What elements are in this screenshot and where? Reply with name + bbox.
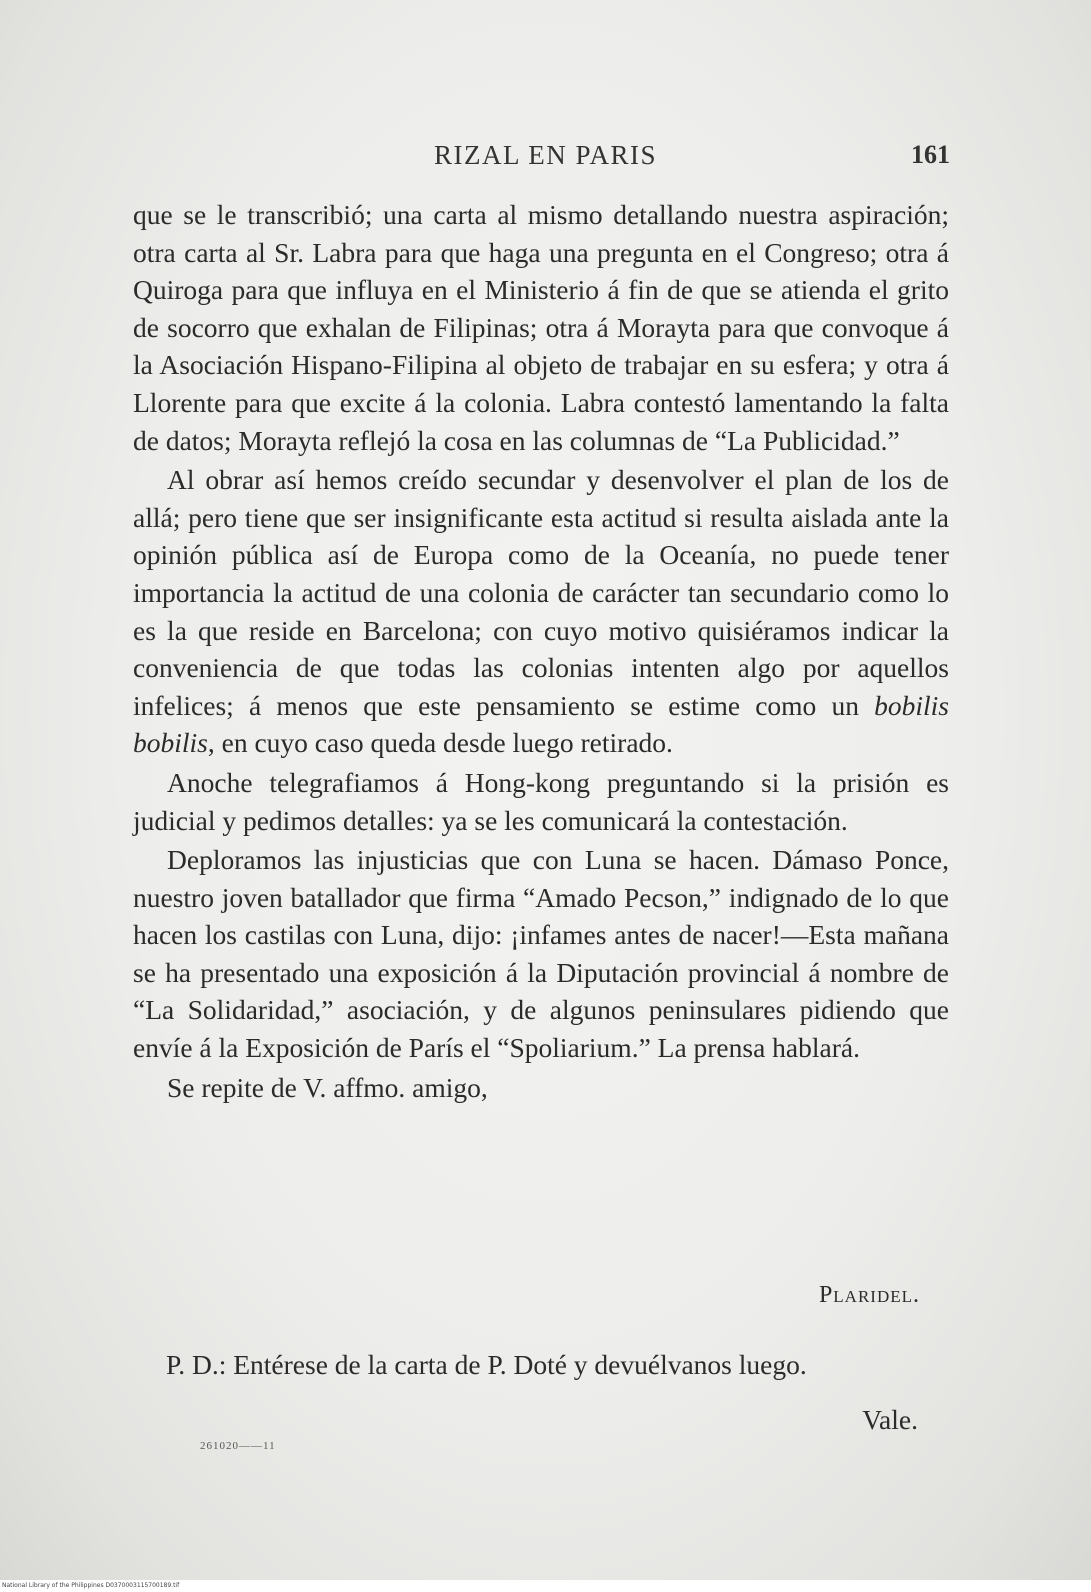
postscript: P. D.: Entérese de la carta de P. Doté y devuélvanos luego. [166,1349,807,1380]
paragraph-text: Al obrar así hemos creído secundar y desenvolver el plan de los de allá; pero tiene que ser insignificante esta actitud si resulta aislada ante la opinión pública así de Europa como de la Oceanía, no puede tener importancia la actitud de una colonia de carácter tan secundario como lo es la que reside en Barcelona; con cuyo motivo quisiéramos indicar la conveniencia de que todas las colonias intenten algo por aquellos infelices; á menos que este pensamiento se estime como un [133,464,949,721]
paragraph-text: Deploramos las injusticias que con Luna se hacen. Dámaso Ponce, nuestro joven batallador que firma “Amado Pecson,” indignado de lo que hacen los castilas con Luna, dijo: ¡infames antes de nacer!—Esta mañana se ha presentado una exposición á la Diputación provincial á nombre de “La Solidaridad,” asociación, y de algunos peninsulares pidiendo que envíe á la Exposición de París el “Spoliarium.” La prensa hablará. [133,844,949,1064]
paragraph [133,1069,949,1107]
scan-caption-strip [0,1580,1091,1592]
paragraph-text: que se le transcribió; una carta al mismo detallando nuestra aspiración; otra carta al Sr. Labra para que haga una pregunta en el Congreso; otra á Quiroga para que influya en el Ministerio á fin de que se atienda el grito de socorro que exhalan de Filipinas; otra á Morayta para que convoque á la Asociación Hispano-Filipina al objeto de trabajar en su esfera; y otra á Llorente para que excite á la colonia. Labra contestó lamentando la falta de datos; Morayta reflejó la cosa en las columnas de “La Publicidad.” [133,199,949,456]
paragraph [133,841,949,1067]
source-caption: National Library of the Philippines D0370003115700189.tif [2,1582,180,1589]
paragraph-text: Anoche telegrafiamos á Hong-kong preguntando si la prisión es judicial y pedimos detalles: ya se les comunicará la contestación. [133,766,949,836]
italic-latin-phrase: bobilis bobilis [133,689,949,759]
paragraph-text: , en cuyo caso queda desde luego retirado. [207,727,673,759]
paragraph [133,764,949,839]
closing-vale: Vale. [862,1404,918,1435]
printer-mark: 261020——11 [200,1440,276,1452]
letter-body [133,196,949,1106]
signature: Plaridel. [818,1282,920,1308]
paragraph [133,461,949,762]
page-number: 161 [911,140,950,169]
running-title: RIZAL EN PARIS [433,140,658,170]
paragraph-text: Se repite de V. affmo. amigo, [167,1071,488,1103]
paragraph [133,196,949,459]
